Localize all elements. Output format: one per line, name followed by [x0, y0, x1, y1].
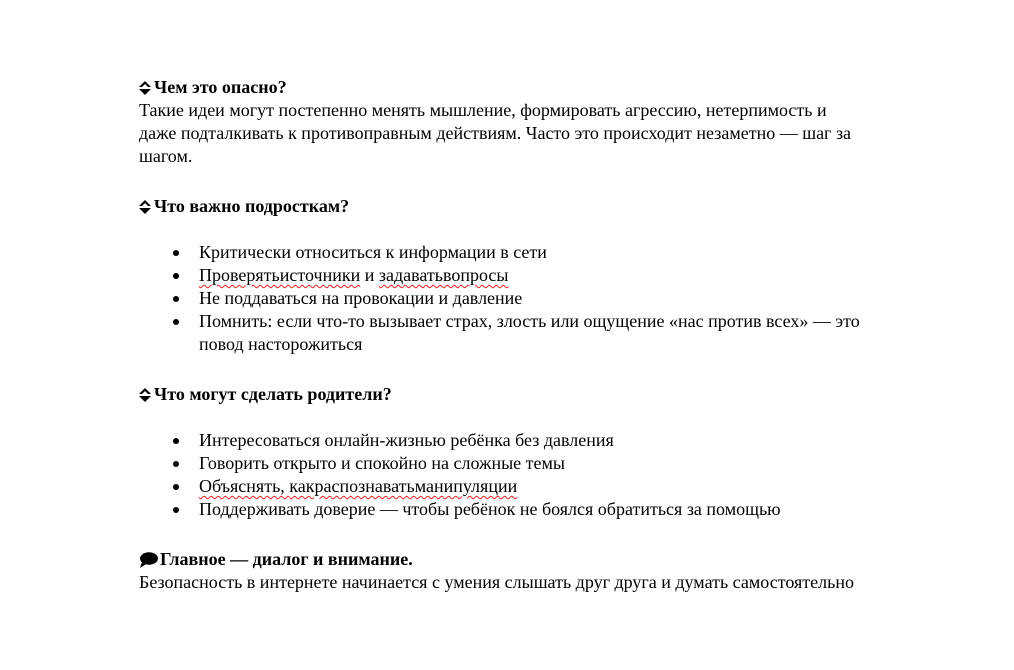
- list-item-text: Поддерживать доверие — чтобы ребёнок не боялся обратиться за помощью: [199, 499, 781, 519]
- list-item-text: повод насторожиться: [199, 334, 363, 354]
- list-item: [139, 452, 949, 475]
- list-item: [139, 287, 949, 310]
- misspelled-text[interactable]: Проверятьисточники: [199, 265, 361, 285]
- list-item-text: Интересоваться онлайн-жизнью ребёнка без давления: [199, 430, 614, 450]
- list-item-text: Не поддаваться на провокации и давление: [199, 288, 523, 308]
- diamond-icon: [139, 81, 151, 95]
- teens-list: [139, 241, 949, 356]
- diamond-icon: [139, 388, 151, 402]
- heading-danger: [139, 76, 949, 99]
- list-item-text: Критически относиться к информации в сети: [199, 242, 547, 262]
- heading-main-text: Главное — диалог и внимание.: [160, 549, 413, 569]
- list-item-text: Говорить открыто и спокойно на сложные темы: [199, 453, 565, 473]
- heading-parents: [139, 383, 949, 406]
- list-item: [139, 429, 949, 452]
- danger-line-2: даже подталкивать к противоправным действиям. Часто это происходит незаметно — шаг за: [139, 123, 852, 143]
- list-item: [139, 475, 949, 498]
- heading-teens: [139, 195, 949, 218]
- misspelled-text[interactable]: какраспознаватьманипуляции: [289, 476, 518, 496]
- bullet-icon: [173, 273, 179, 279]
- list-item: [139, 498, 949, 521]
- bullet-icon: [173, 461, 179, 467]
- misspelled-text[interactable]: задаватьвопросы: [378, 265, 509, 285]
- main-paragraph: Безопасность в интернете начинается с умения слышать друг друга и думать самостоятельно: [139, 572, 854, 592]
- speech-bubble-icon: [139, 552, 158, 568]
- danger-line-3: шагом.: [139, 146, 193, 166]
- document-page: [139, 76, 949, 594]
- bullet-icon: [173, 438, 179, 444]
- list-item: [139, 241, 949, 264]
- diamond-icon: [139, 200, 151, 214]
- bullet-icon: [173, 250, 179, 256]
- list-item: [139, 310, 949, 356]
- bullet-icon: [173, 484, 179, 490]
- heading-main: [139, 548, 949, 571]
- list-item: [139, 264, 949, 287]
- danger-paragraph: [139, 99, 949, 168]
- heading-danger-text: Чем это опасно?: [154, 77, 287, 97]
- bullet-icon: [173, 507, 179, 513]
- bullet-icon: [173, 296, 179, 302]
- misspelled-text[interactable]: Объяснять,: [199, 476, 290, 496]
- parents-list: [139, 429, 949, 521]
- heading-teens-text: Что важно подросткам?: [154, 196, 350, 216]
- heading-parents-text: Что могут сделать родители?: [154, 384, 392, 404]
- danger-line-1: Такие идеи могут постепенно менять мышление, формировать агрессию, нетерпимость и: [139, 100, 827, 120]
- bullet-icon: [173, 319, 179, 325]
- list-item-text: Помнить: если что-то вызывает страх, злость или ощущение «нас против всех» — это: [199, 311, 860, 331]
- list-item-text: и: [360, 265, 379, 285]
